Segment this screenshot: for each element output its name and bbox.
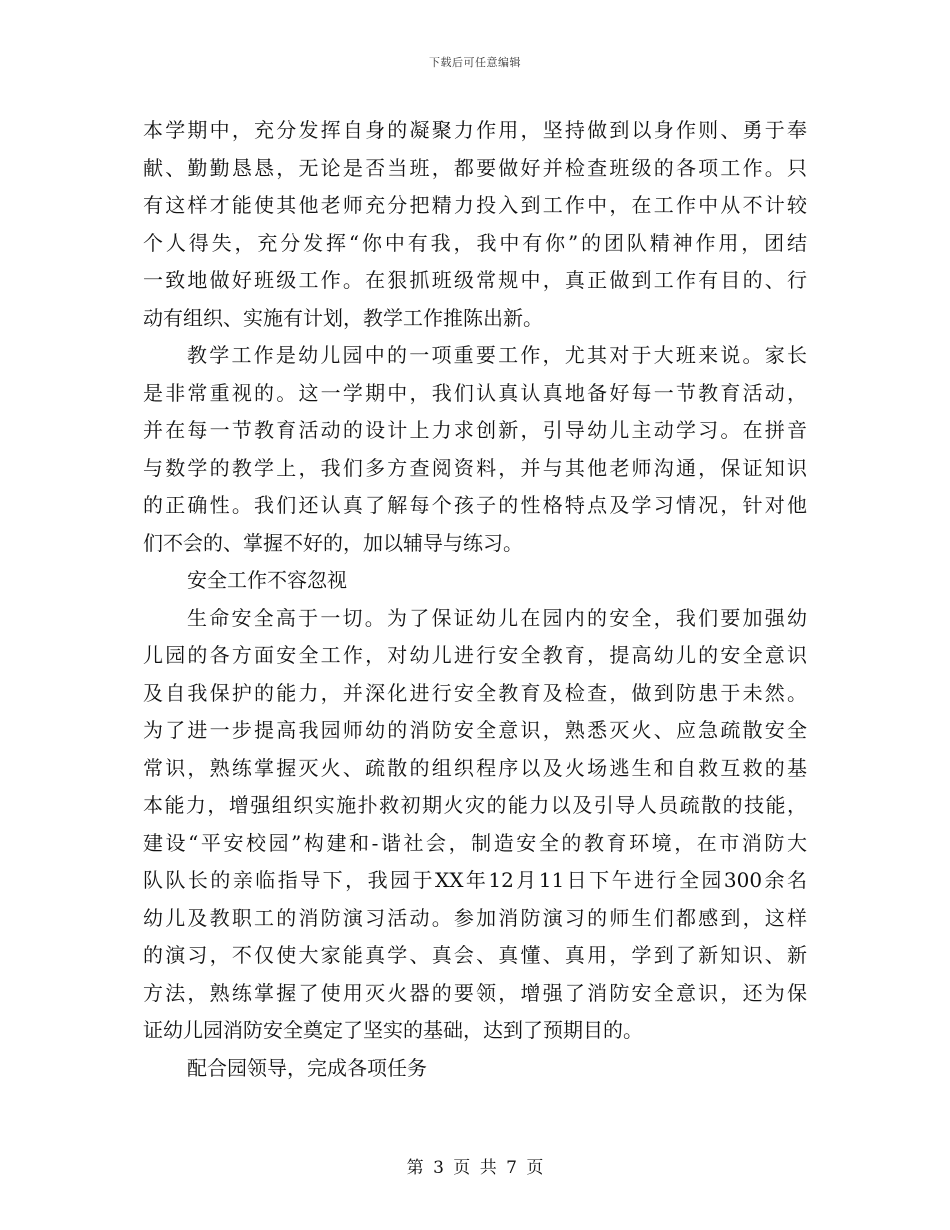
text-line: 的正确性。我们还认真了解每个孩子的性格特点及学习情况，针对他 — [143, 493, 807, 517]
document-body — [143, 112, 807, 1087]
page-header: 下载后可任意编辑 — [429, 56, 521, 69]
text-line: 教学工作是幼儿园中的一项重要工作，尤其对于大班来说。家长 — [187, 343, 807, 367]
text-line: 个人得失，充分发挥“你中有我，我中有你”的团队精神作用，团结 — [143, 230, 807, 255]
text-line: 证幼儿园消防安全奠定了坚实的基础，达到了预期目的。 — [143, 1018, 643, 1042]
text-line: 有这样才能使其他老师充分把精力投入到工作中，在工作中从不计较 — [143, 193, 807, 217]
page-number-footer: 第 3 页 共 7 页 — [406, 1158, 544, 1178]
text-line: 生命安全高于一切。为了保证幼儿在园内的安全，我们要加强幼 — [187, 605, 807, 630]
text-line: 本学期中，充分发挥自身的凝聚力作用，坚持做到以身作则、勇于奉 — [143, 118, 807, 142]
text-line: 及自我保护的能力，并深化进行安全教育及检查，做到防患于未然。 — [143, 680, 807, 705]
text-line: 儿园的各方面安全工作，对幼儿进行安全教育，提高幼儿的安全意识 — [143, 643, 807, 667]
text-line: 常识，熟练掌握灭火、疏散的组织程序以及火场逃生和自救互救的基 — [143, 755, 807, 780]
text-line: 建设“平安校园”构建和-谐社会，制造安全的教育环境，在市消防大 — [143, 830, 807, 855]
text-line: 方法，熟练掌握了使用灭火器的要领，增强了消防安全意识，还为保 — [143, 980, 807, 1005]
text-line: 献、勤勤恳恳，无论是否当班，都要做好并检查班级的各项工作。只 — [143, 155, 807, 180]
text-line: 安全工作不容忽视 — [187, 568, 347, 592]
text-line: 配合园领导，完成各项任务 — [187, 1055, 427, 1080]
text-line: 是非常重视的。这一学期中，我们认真认真地备好每一节教育活动， — [143, 380, 807, 405]
text-line: 一致地做好班级工作。在狠抓班级常规中，真正做到工作有目的、行 — [143, 268, 807, 292]
text-line: 与数学的教学上，我们多方查阅资料，并与其他老师沟通，保证知识 — [143, 455, 807, 480]
text-line: 的演习，不仅使大家能真学、真会、真懂、真用，学到了新知识、新 — [143, 943, 807, 967]
text-line: 们不会的、掌握不好的，加以辅导与练习。 — [143, 530, 523, 555]
text-line: 为了进一步提高我园师幼的消防安全意识，熟悉灭火、应急疏散安全 — [143, 718, 807, 742]
text-line: 动有组织、实施有计划，教学工作推陈出新。 — [143, 305, 543, 330]
text-line: 队队长的亲临指导下，我园于XX年12月11日下午进行全园300余名 — [143, 868, 807, 892]
text-line: 本能力，增强组织实施扑救初期火灾的能力以及引导人员疏散的技能， — [143, 793, 807, 817]
text-line: 幼儿及教职工的消防演习活动。参加消防演习的师生们都感到，这样 — [143, 905, 807, 930]
text-line: 并在每一节教育活动的设计上力求创新，引导幼儿主动学习。在拼音 — [143, 418, 807, 442]
